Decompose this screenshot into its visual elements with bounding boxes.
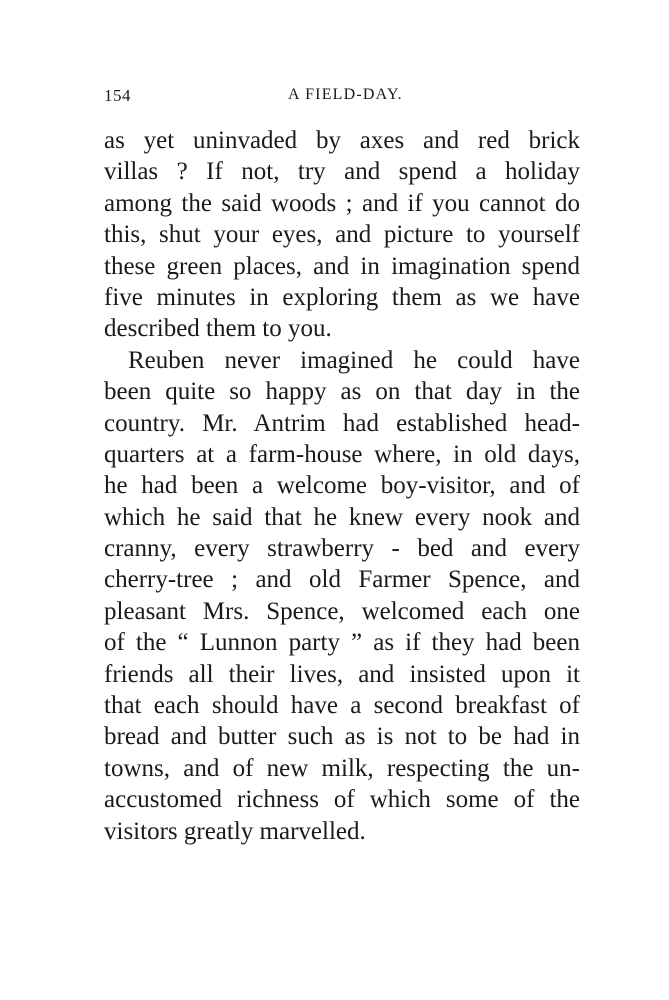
text-line: of the “ Lunnon party ” as if they had been: [104, 629, 580, 657]
text-line: cranny, every strawberry - bed and every: [104, 535, 580, 563]
text-line: cherry-tree ; and old Farmer Spence, and: [104, 566, 580, 594]
text-line: as yet uninvaded by axes and red brick: [104, 127, 580, 154]
text-line: Reuben never imagined he could have: [128, 346, 580, 374]
text-line: this, shut your eyes, and picture to yourself: [104, 221, 580, 249]
text-line: that each should have a second breakfast of: [104, 692, 580, 720]
body-text: [104, 125, 580, 847]
text-line: five minutes in exploring them as we have: [104, 283, 580, 311]
text-line: he had been a welcome boy-visitor, and of: [104, 472, 580, 500]
text-line: described them to you.: [104, 315, 332, 343]
text-line: towns, and of new milk, respecting the un-: [104, 754, 580, 782]
text-line: villas ? If not, try and spend a holiday: [104, 158, 580, 186]
text-line: friends all their lives, and insisted upon it: [104, 660, 580, 688]
running-head: [104, 86, 580, 110]
text-line: visitors greatly marvelled.: [104, 817, 366, 845]
text-line: quarters at a farm-house where, in old days,: [104, 440, 580, 468]
page-number: 154: [104, 86, 131, 105]
text-line: among the said woods ; and if you cannot do: [104, 189, 580, 217]
text-line: these green places, and in imagination spend: [104, 252, 580, 280]
text-line: pleasant Mrs. Spence, welcomed each one: [104, 597, 580, 625]
text-line: bread and butter such as is not to be had in: [104, 723, 580, 751]
text-line: country. Mr. Antrim had established head-: [104, 409, 580, 437]
text-line: accustomed richness of which some of the: [104, 786, 580, 814]
running-title: A FIELD-DAY.: [288, 86, 403, 103]
text-line: been quite so happy as on that day in the: [104, 378, 580, 406]
text-line: which he said that he knew every nook and: [104, 503, 580, 531]
